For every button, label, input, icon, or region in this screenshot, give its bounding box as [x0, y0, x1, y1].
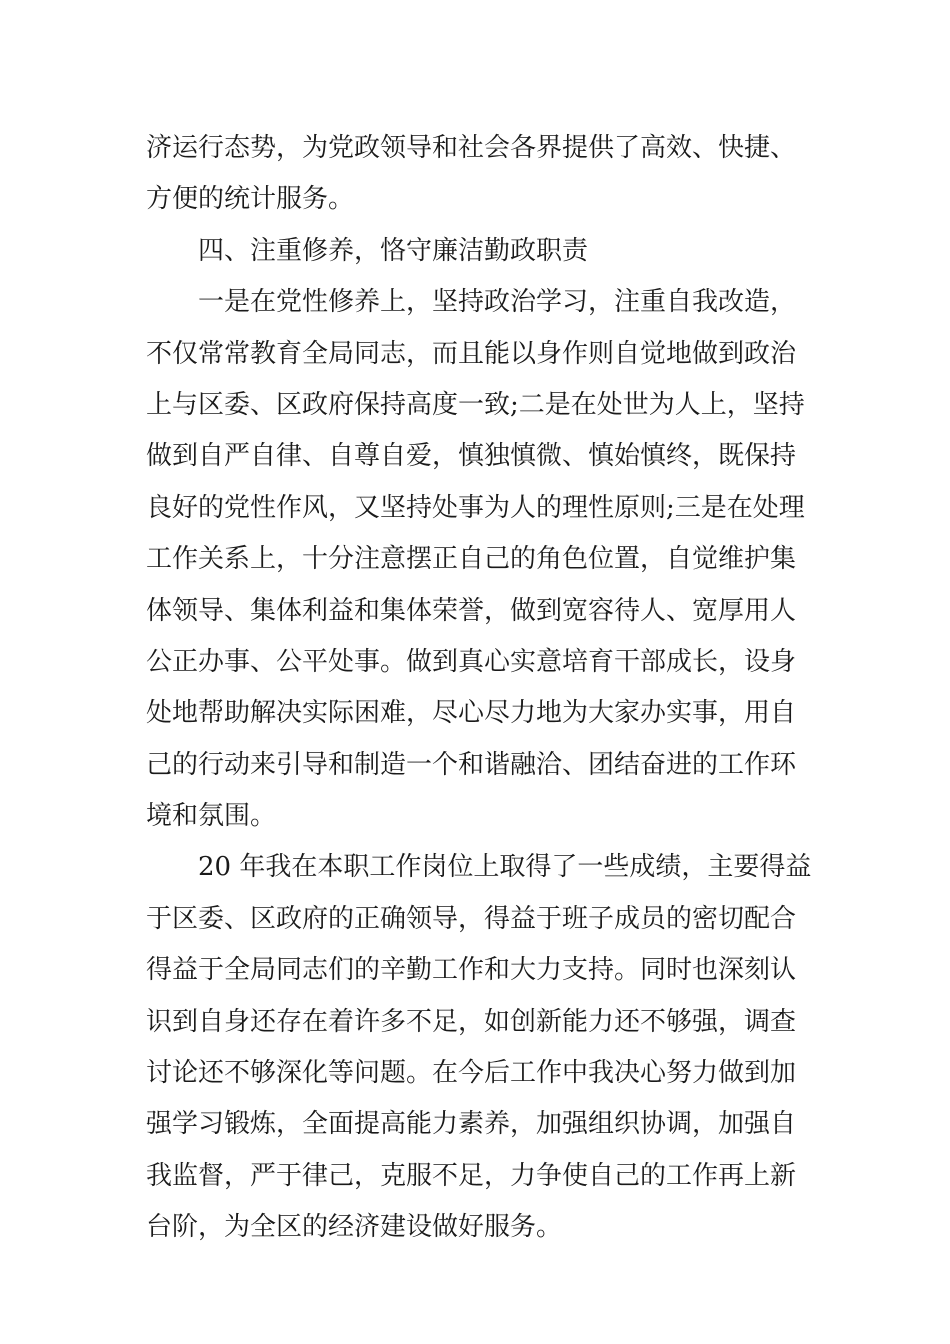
text-line: 我监督，严于律己，克服不足，力争使自己的工作再上新	[146, 1160, 797, 1191]
text-line: 上与区委、区政府保持高度一致;二是在处世为人上，坚持	[146, 389, 805, 420]
text-line: 己的行动来引导和制造一个和谐融洽、团结奋进的工作环	[146, 749, 797, 780]
text-line: 做到自严自律、自尊自爱，慎独慎微、慎始慎终，既保持	[146, 441, 797, 472]
text-line: 不仅常常教育全局同志，而且能以身作则自觉地做到政治	[146, 338, 797, 369]
text-line: 处地帮助解决实际困难，尽心尽力地为大家办实事，用自	[146, 698, 797, 729]
text-line: 济运行态势，为党政领导和社会各界提供了高效、快捷、	[146, 133, 797, 163]
text-line: 体领导、集体利益和集体荣誉，做到宽容待人、宽厚用人	[146, 595, 797, 626]
paragraph-continuation	[146, 123, 810, 226]
text-line: 工作关系上，十分注意摆正自己的角色位置，自觉维护集	[146, 544, 797, 575]
text-line: 讨论还不够深化等问题。在今后工作中我决心努力做到加	[146, 1058, 797, 1089]
text-line: 公正办事、公平处事。做到真心实意培育干部成长，设身	[146, 646, 797, 677]
text-line: 得益于全局同志们的辛勤工作和大力支持。同时也深刻认	[146, 955, 797, 986]
text-line: 强学习锻炼，全面提高能力素养，加强组织协调，加强自	[146, 1109, 797, 1140]
paragraph-self-cultivation	[146, 277, 810, 842]
text-line: 四、注重修养，恪守廉洁勤政职责	[198, 235, 589, 266]
paragraph-section-heading	[146, 226, 810, 277]
text-line: 一是在党性修养上，坚持政治学习，注重自我改造，	[198, 287, 797, 318]
document-body	[146, 123, 810, 1254]
text-line: 境和氛围。	[146, 801, 277, 832]
text-line: 台阶，为全区的经济建设做好服务。	[146, 1212, 563, 1243]
text-line: 20 年我在本职工作岗位上取得了一些成绩，主要得益	[198, 852, 812, 883]
text-line: 于区委、区政府的正确领导，得益于班子成员的密切配合	[146, 903, 797, 934]
text-line: 识到自身还存在着许多不足，如创新能力还不够强，调查	[146, 1006, 797, 1037]
text-line: 方便的统计服务。	[146, 184, 355, 215]
text-line: 良好的党性作风，又坚持处事为人的理性原则;三是在处理	[146, 492, 805, 523]
paragraph-summary	[146, 842, 810, 1253]
